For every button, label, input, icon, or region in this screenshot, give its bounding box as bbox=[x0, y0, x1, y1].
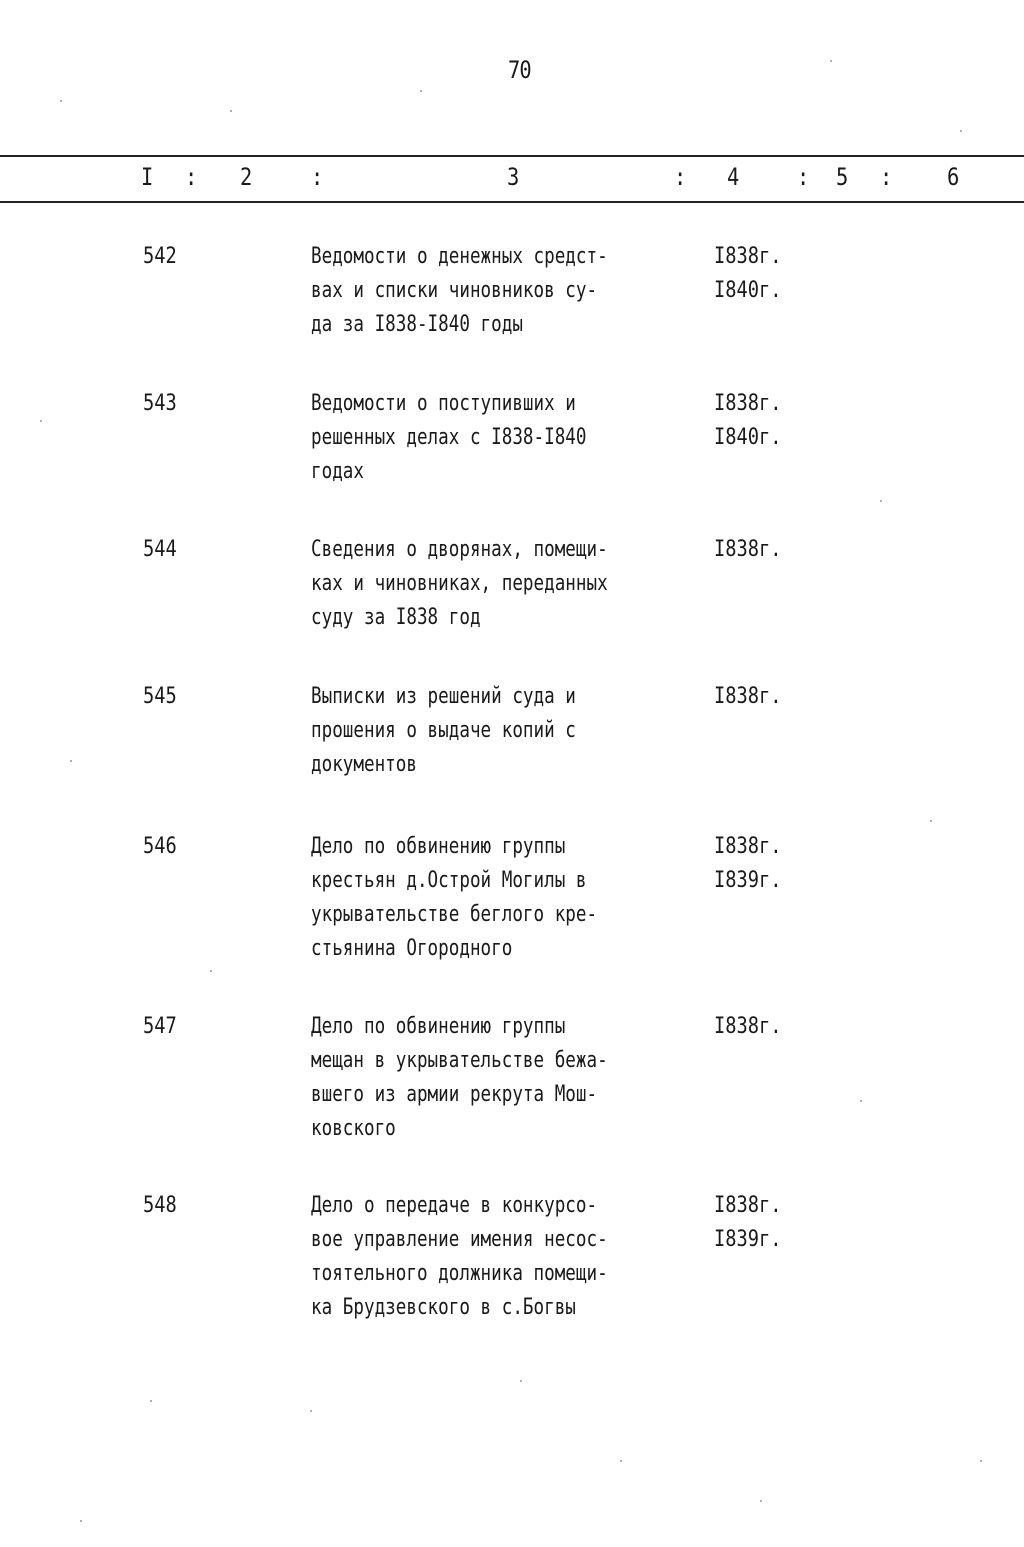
speck bbox=[520, 1380, 522, 1382]
title-line: вах и списки чиновников су- bbox=[311, 278, 598, 303]
title-line: мещан в укрывательстве бежа- bbox=[311, 1048, 608, 1073]
speck bbox=[980, 1460, 982, 1462]
entry-number: 543 bbox=[143, 391, 177, 416]
entry-title bbox=[311, 1189, 731, 1325]
title-line: Сведения о дворянах, помещи- bbox=[311, 537, 608, 562]
column-header-4: 4 bbox=[727, 163, 740, 191]
entry-dates bbox=[714, 533, 793, 567]
date-end: I839г. bbox=[714, 868, 782, 893]
column-header-5: 5 bbox=[836, 163, 849, 191]
title-line: документов bbox=[311, 752, 417, 777]
title-line: Дело по обвинению группы bbox=[311, 834, 566, 859]
speck bbox=[210, 970, 212, 972]
date-start: I838г. bbox=[714, 537, 782, 562]
entry-title bbox=[311, 680, 731, 782]
speck bbox=[960, 130, 962, 132]
entry-number: 547 bbox=[143, 1014, 177, 1039]
speck bbox=[620, 1460, 622, 1462]
title-line: суду за I838 год bbox=[311, 605, 481, 630]
column-separator: : bbox=[797, 163, 810, 191]
entry-number: 544 bbox=[143, 537, 177, 562]
speck bbox=[150, 1400, 152, 1402]
date-start: I838г. bbox=[714, 244, 782, 269]
title-line: Ведомости о поступивших и bbox=[311, 391, 576, 416]
column-separator: : bbox=[880, 163, 893, 191]
column-header-3: 3 bbox=[507, 163, 520, 191]
speck bbox=[760, 1500, 762, 1502]
entry-title bbox=[311, 830, 731, 966]
speck bbox=[70, 760, 72, 762]
date-start: I838г. bbox=[714, 834, 782, 859]
header-rule-bottom bbox=[0, 201, 1024, 203]
title-line: вшего из армии рекрута Мош- bbox=[311, 1082, 598, 1107]
date-start: I838г. bbox=[714, 1193, 782, 1218]
entry-title bbox=[311, 1010, 731, 1146]
column-separator: : bbox=[311, 163, 324, 191]
speck bbox=[60, 100, 62, 102]
title-line: прошения о выдаче копий с bbox=[311, 718, 576, 743]
speck bbox=[230, 110, 232, 112]
entry-dates bbox=[714, 387, 793, 455]
title-line: да за I838-I840 годы bbox=[311, 312, 523, 337]
speck bbox=[860, 1100, 862, 1102]
title-line: годах bbox=[311, 459, 364, 484]
entry-dates bbox=[714, 830, 793, 898]
speck bbox=[420, 90, 422, 92]
title-line: крестьян д.Острой Могилы в bbox=[311, 868, 587, 893]
entry-number: 545 bbox=[143, 684, 177, 709]
column-header-1: I bbox=[141, 163, 154, 191]
date-start: I838г. bbox=[714, 684, 782, 709]
entry-number: 546 bbox=[143, 834, 177, 859]
title-line: вое управление имения несос- bbox=[311, 1227, 608, 1252]
speck bbox=[830, 60, 832, 62]
title-line: стьянина Огородного bbox=[311, 936, 513, 961]
entry-dates bbox=[714, 240, 793, 308]
date-end: I840г. bbox=[714, 278, 782, 303]
speck bbox=[930, 820, 932, 822]
speck bbox=[880, 500, 882, 502]
entry-title bbox=[311, 387, 731, 489]
date-end: I839г. bbox=[714, 1227, 782, 1252]
column-separator: : bbox=[185, 163, 198, 191]
header-rule-top bbox=[0, 155, 1024, 157]
entry-dates bbox=[714, 680, 793, 714]
speck bbox=[310, 1410, 312, 1412]
title-line: тоятельного должника помещи- bbox=[311, 1261, 608, 1286]
title-line: ках и чиновниках, переданных bbox=[311, 571, 608, 596]
title-line: решенных делах с I838-I840 bbox=[311, 425, 587, 450]
title-line: ковского bbox=[311, 1116, 396, 1141]
column-separator: : bbox=[674, 163, 687, 191]
title-line: Выписки из решений суда и bbox=[311, 684, 576, 709]
speck bbox=[40, 420, 42, 422]
entry-dates bbox=[714, 1010, 793, 1044]
entry-number: 548 bbox=[143, 1193, 177, 1218]
title-line: Ведомости о денежных средст- bbox=[311, 244, 608, 269]
page-number: 70 bbox=[508, 56, 531, 84]
title-line: Дело по обвинению группы bbox=[311, 1014, 566, 1039]
entry-title bbox=[311, 240, 731, 342]
title-line: Дело о передаче в конкурсо- bbox=[311, 1193, 598, 1218]
entry-number: 542 bbox=[143, 244, 177, 269]
date-end: I840г. bbox=[714, 425, 782, 450]
entry-title bbox=[311, 533, 731, 635]
title-line: укрывательстве беглого кре- bbox=[311, 902, 598, 927]
title-line: ка Брудзевского в с.Богвы bbox=[311, 1295, 576, 1320]
entry-dates bbox=[714, 1189, 793, 1257]
date-start: I838г. bbox=[714, 1014, 782, 1039]
column-header-6: 6 bbox=[947, 163, 960, 191]
date-start: I838г. bbox=[714, 391, 782, 416]
speck bbox=[80, 1520, 82, 1522]
column-header-2: 2 bbox=[240, 163, 253, 191]
